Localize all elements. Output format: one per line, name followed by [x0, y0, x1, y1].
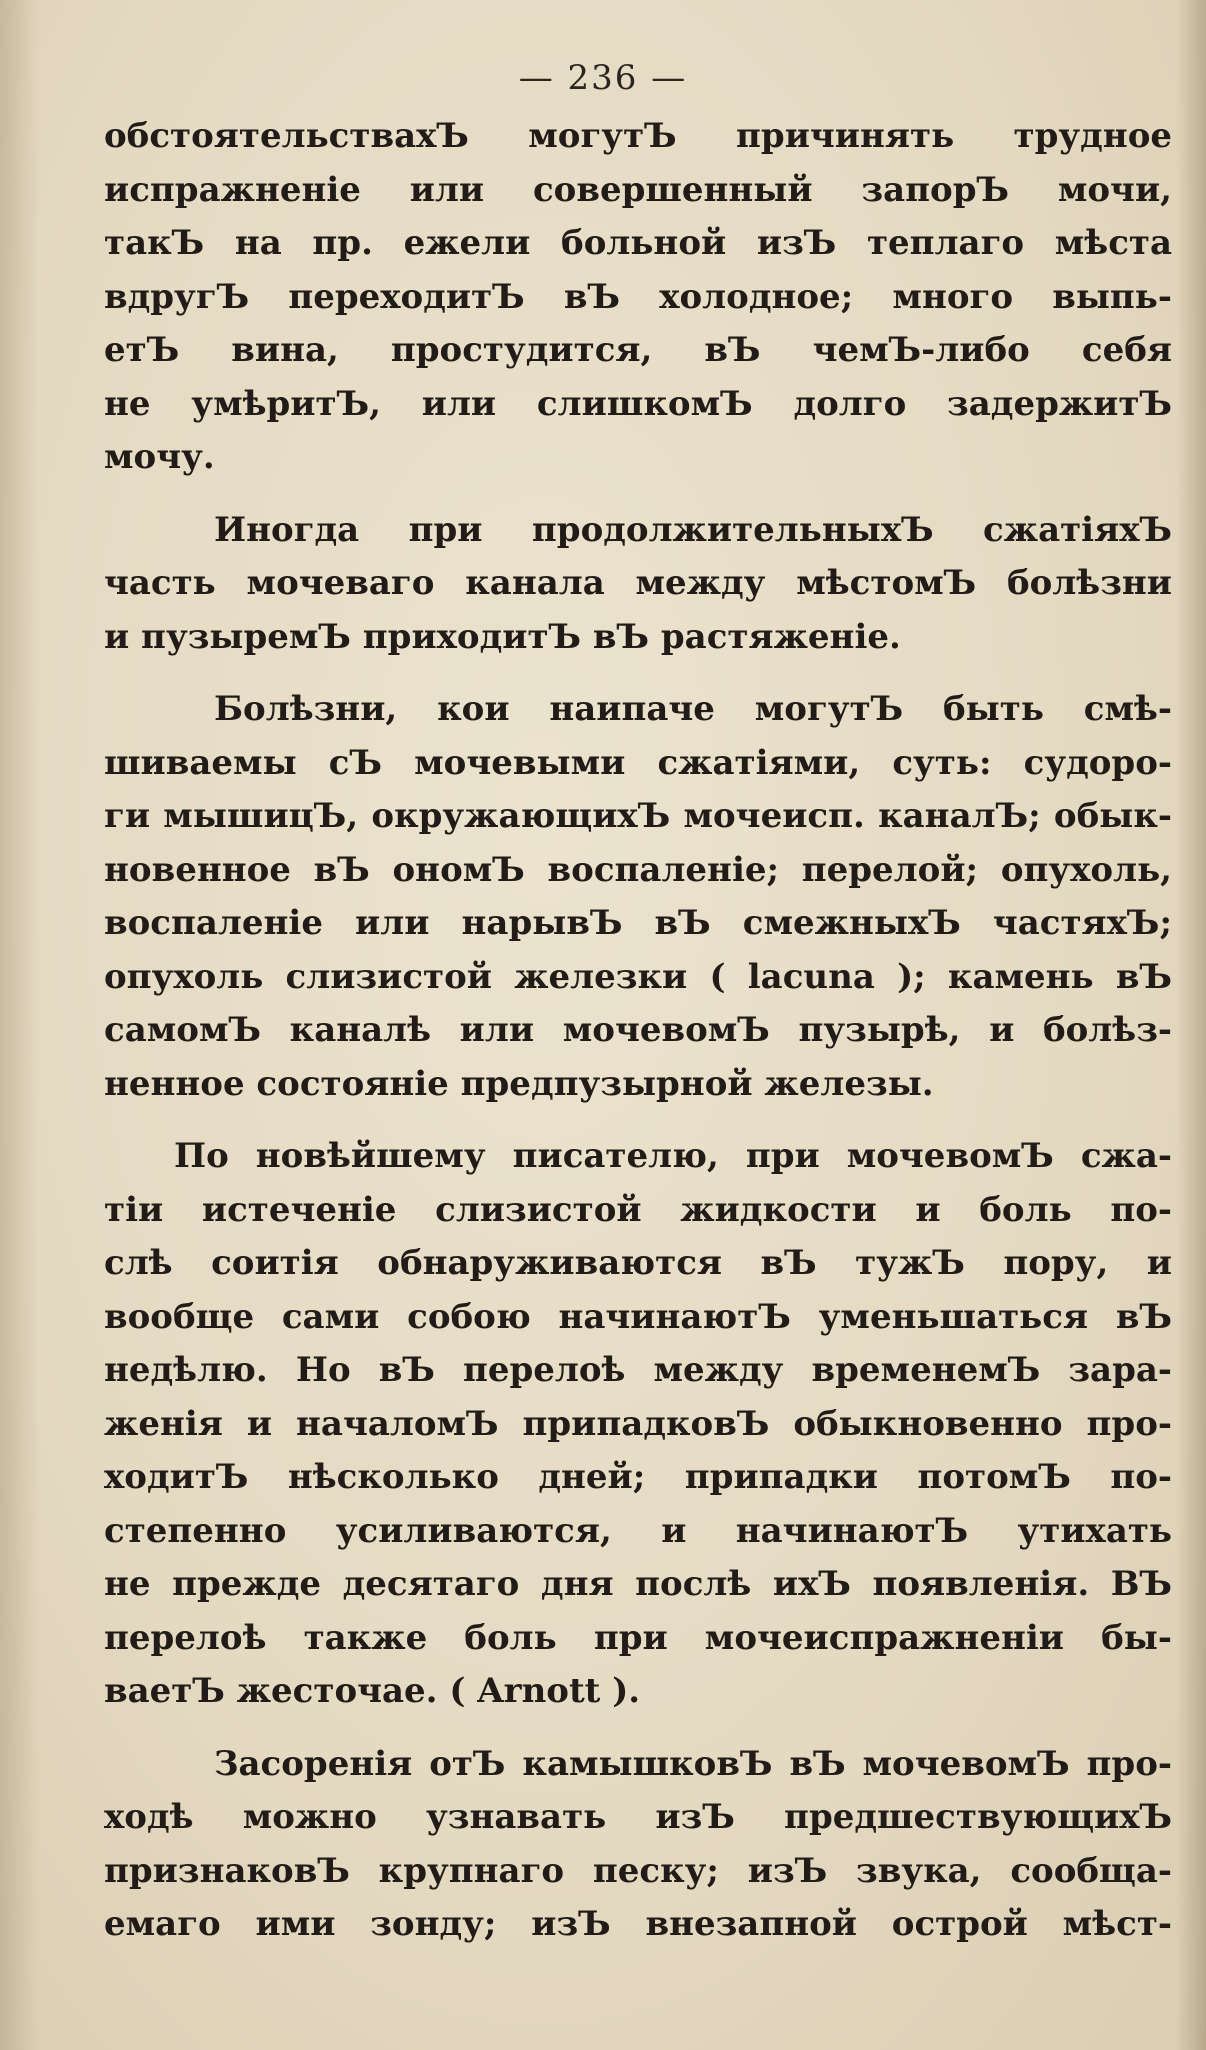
- text-line: вообще сами собою начинаютЪ уменьшаться вЪ: [104, 1296, 1172, 1337]
- text-line: воспаленіе или нарывЪ вЪ смежныхЪ частяхЪ;: [104, 903, 1172, 943]
- text-line: и пузыремЪ приходитЪ вЪ растяженіе.: [104, 616, 901, 657]
- text-line: Болѣзни, кои наипаче могутЪ быть смѣ-: [214, 689, 1172, 729]
- text-line: часть мочеваго канала между мѣстомЪ болѣзни: [104, 563, 1172, 603]
- text-line: обстоятельствахЪ могутЪ причинять трудное: [104, 116, 1172, 156]
- text-line: Засоренія отЪ камышковЪ вЪ мочевомЪ про-: [214, 1743, 1172, 1784]
- text-line: новенное вЪ ономЪ воспаленіе; перелой; опухоль,: [104, 849, 1172, 890]
- text-line: ненное состояніе предпузырной железы.: [104, 1063, 934, 1104]
- text-line: Иногда при продолжительныхЪ сжатіяхЪ: [214, 509, 1172, 550]
- paragraph: [104, 110, 1172, 485]
- text-line: емаго ими зонду; изЪ внезапной острой мѣст-: [104, 1904, 1172, 1944]
- text-line: самомЪ каналѣ или мочевомЪ пузырѣ, и болѣз-: [104, 1010, 1172, 1050]
- text-line: перелоѣ также боль при мочеиспражненіи бы-: [104, 1617, 1172, 1658]
- text-line: слѣ соитія обнаруживаются вЪ тужЪ пору, и: [104, 1243, 1172, 1283]
- text-line: шиваемы сЪ мочевыми сжатіями, суть: судоро-: [104, 742, 1172, 783]
- text-line: мочу.: [104, 437, 215, 477]
- text-line: опухоль слизистой железки ( lacuna ); камень вЪ: [104, 956, 1172, 997]
- paragraph: [104, 683, 1172, 1111]
- text-line: степенно усиливаются, и начинаютЪ утихать: [104, 1510, 1172, 1551]
- text-line: недѣлю. Но вЪ перелоѣ между временемЪ зара-: [104, 1350, 1172, 1390]
- text-line: ги мышицЪ, окружающихЪ мочеисп. каналЪ; обык-: [104, 796, 1172, 836]
- text-line: По новѣйшему писателю, при мочевомЪ сжа-: [174, 1136, 1172, 1176]
- text-line: тіи истеченіе слизистой жидкости и боль по-: [104, 1189, 1172, 1230]
- paragraph: [104, 1738, 1172, 1952]
- text-line: женія и началомЪ припадковЪ обыкновенно про-: [104, 1403, 1172, 1444]
- page-number: — 236 —: [518, 58, 688, 98]
- text-line: не умѣритЪ, или слишкомЪ долго задержитЪ: [104, 383, 1172, 424]
- page-left-shading: [0, 0, 40, 2050]
- text-line: такЪ на пр. ежели больной изЪ теплаго мѣста: [104, 223, 1172, 263]
- page-gutter-shading: [1176, 0, 1206, 2050]
- paragraph: [104, 504, 1172, 665]
- text-line: вдругЪ переходитЪ вЪ холодное; много выпь-: [104, 276, 1172, 317]
- body-text: [104, 110, 1172, 1952]
- text-line: ходитЪ нѣсколько дней; припадки потомЪ по-: [104, 1457, 1172, 1497]
- text-line: не прежде десятаго дня послѣ ихЪ появленія. ВЪ: [104, 1564, 1172, 1604]
- text-line: ходѣ можно узнавать изЪ предшествующихЪ: [104, 1797, 1172, 1837]
- text-line: признаковЪ крупнаго песку; изЪ звука, сообща-: [104, 1850, 1172, 1891]
- text-line: етЪ вина, простудится, вЪ чемЪ-либо себя: [104, 330, 1172, 370]
- paragraph: [104, 1130, 1172, 1719]
- text-line: ваетЪ жесточае. ( Arnott ).: [104, 1671, 641, 1711]
- text-line: испражненіе или совершенный запорЪ мочи,: [104, 169, 1172, 210]
